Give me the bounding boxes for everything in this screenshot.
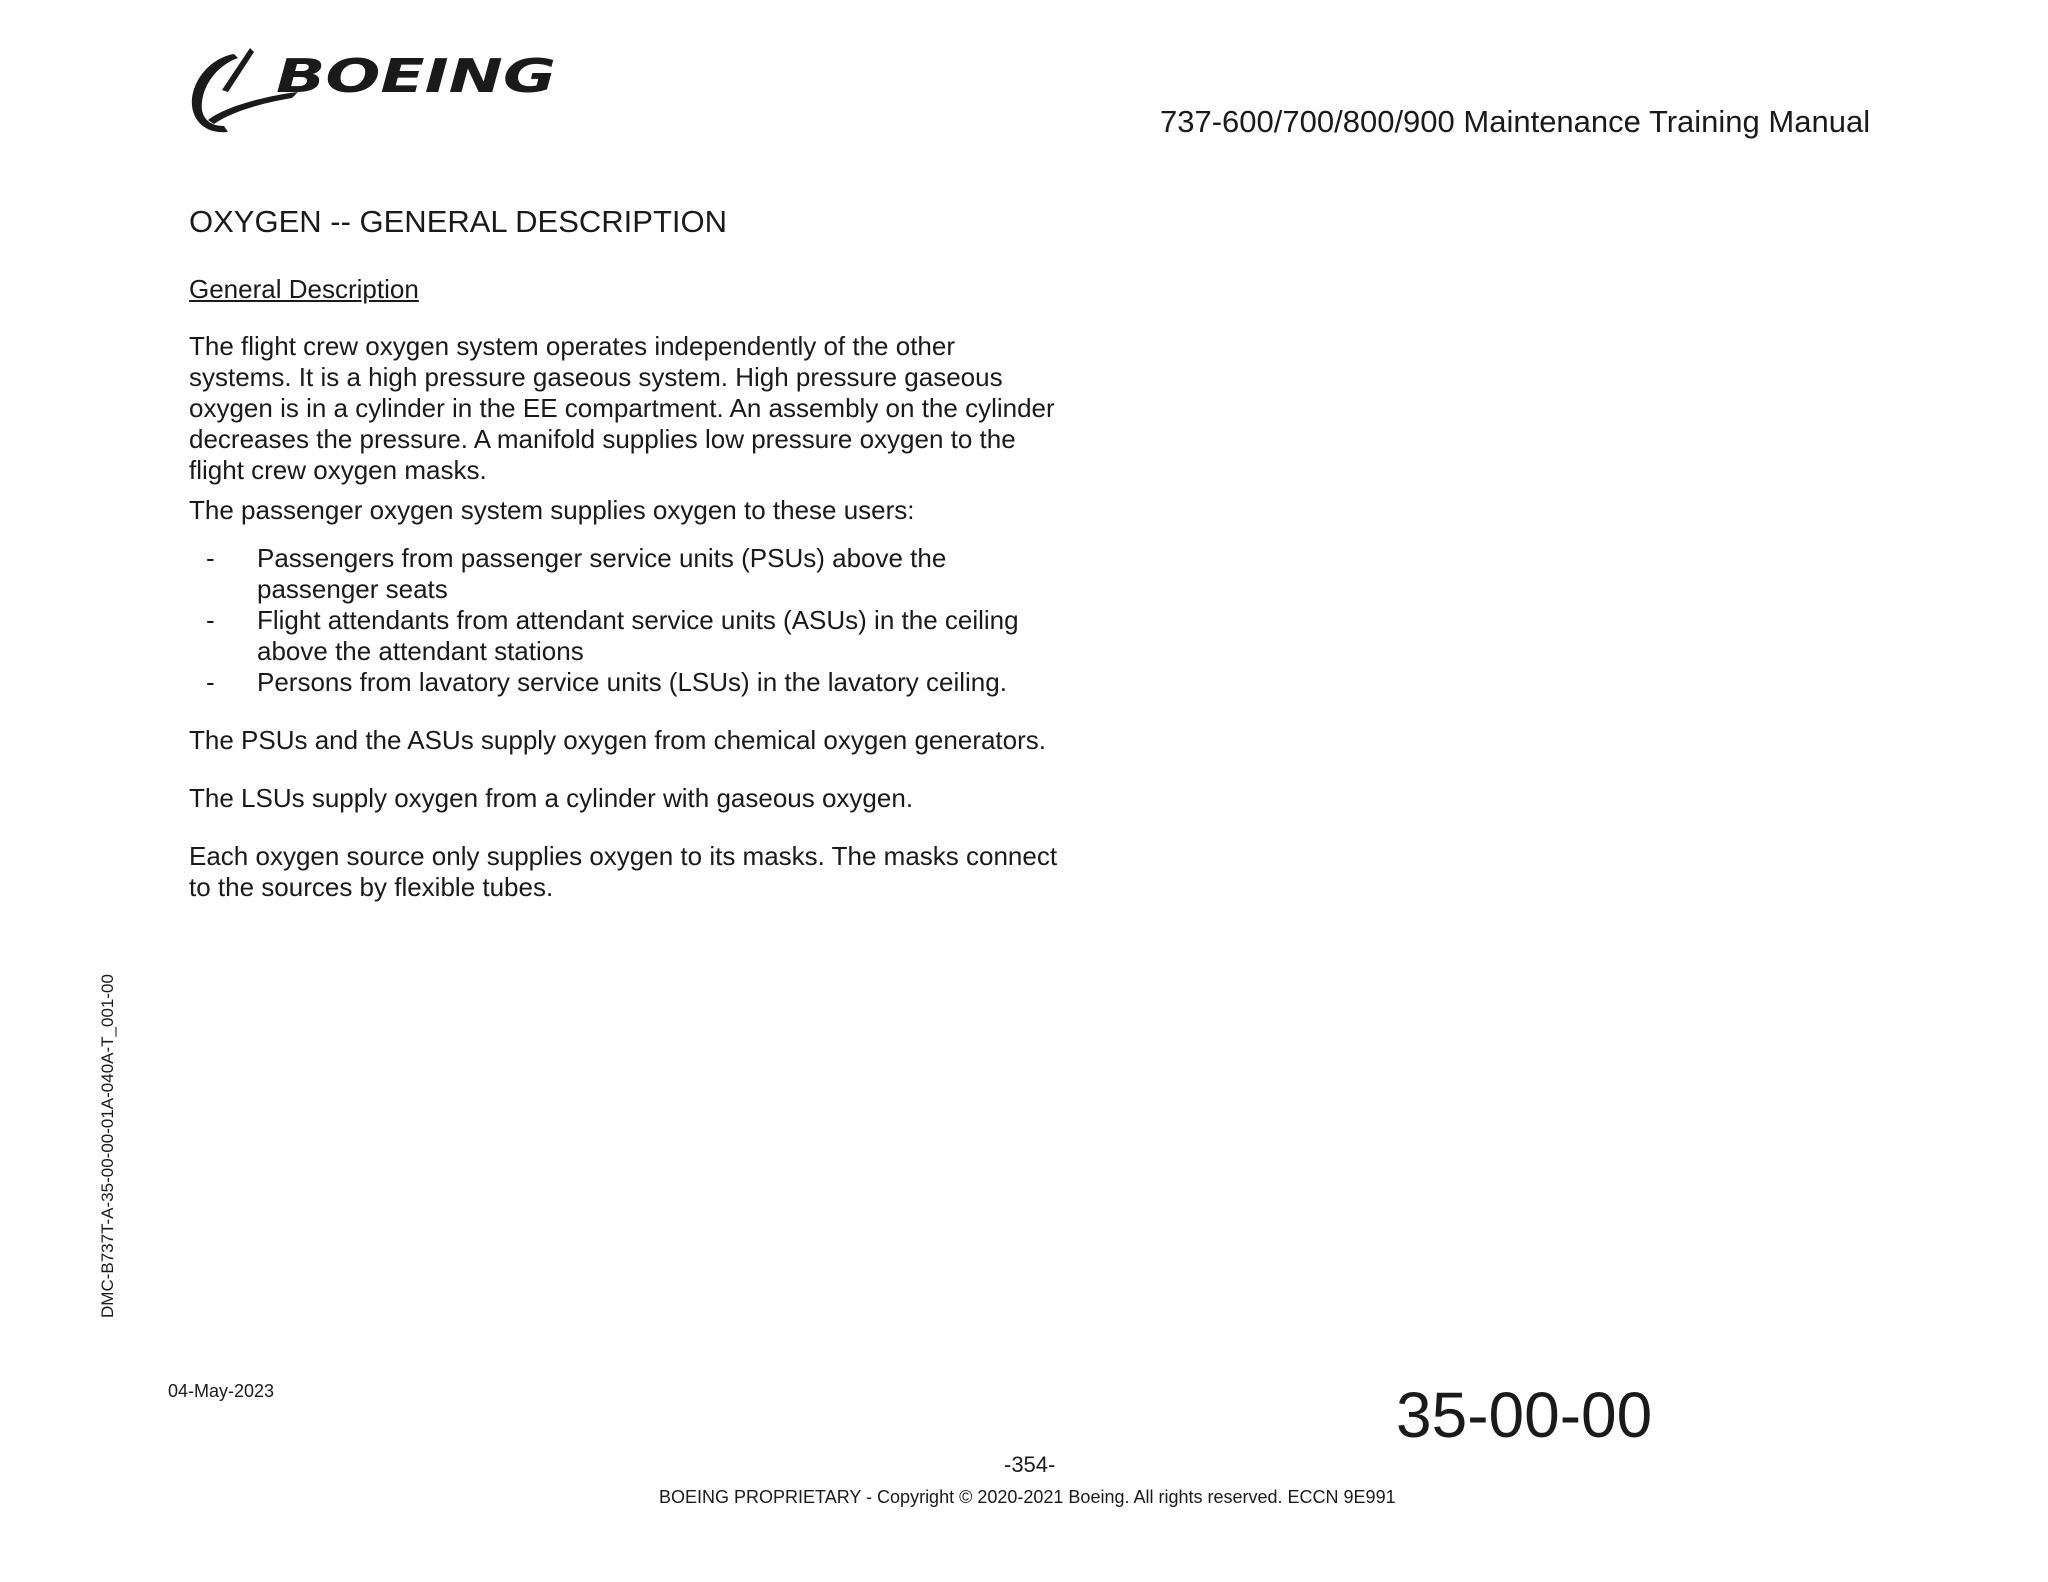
bullet-marker: - bbox=[206, 605, 215, 635]
manual-title: 737-600/700/800/900 Maintenance Training Manual bbox=[1160, 104, 1871, 139]
bullet-list bbox=[189, 543, 1059, 698]
section-title: OXYGEN -- GENERAL DESCRIPTION bbox=[189, 204, 727, 239]
paragraph: The PSUs and the ASUs supply oxygen from chemical oxygen generators. bbox=[189, 725, 1046, 755]
paragraph: The LSUs supply oxygen from a cylinder with gaseous oxygen. bbox=[189, 783, 914, 813]
body-text bbox=[189, 331, 1059, 903]
revision-date: 04-May-2023 bbox=[168, 1381, 275, 1401]
list-item-text: Flight attendants from attendant service units (ASUs) in the ceiling above the attendant stations bbox=[257, 605, 1019, 666]
list-item bbox=[189, 667, 1059, 698]
boeing-logo bbox=[188, 48, 568, 134]
bullet-marker: - bbox=[206, 543, 215, 573]
paragraph: The flight crew oxygen system operates independently of the other systems. It is a high pressure gaseous system. High pressure gaseous oxygen is in a cylinder in the EE compartment. An assembly on the cylinder decreases the pressure. A manifold supplies low pressure oxygen to the flight crew oxygen masks. bbox=[189, 331, 1055, 485]
subheading: General Description bbox=[189, 274, 419, 304]
svg-text:BOEING: BOEING bbox=[276, 49, 556, 103]
paragraph: Each oxygen source only supplies oxygen to its masks. The masks connect to the sources by flexible tubes. bbox=[189, 841, 1058, 902]
list-item bbox=[189, 543, 1059, 605]
document-code: DMC-B737T-A-35-00-00-01A-040A-T_001-00 bbox=[98, 974, 117, 1318]
ata-chapter-number: 35-00-00 bbox=[1396, 1379, 1653, 1451]
bullet-marker: - bbox=[206, 667, 215, 697]
list-item-text: Passengers from passenger service units (PSUs) above the passenger seats bbox=[257, 543, 947, 604]
list-item bbox=[189, 605, 1059, 667]
copyright-notice: BOEING PROPRIETARY - Copyright © 2020-2021 Boeing. All rights reserved. ECCN 9E991 bbox=[659, 1487, 1396, 1507]
paragraph: The passenger oxygen system supplies oxygen to these users: bbox=[189, 495, 915, 525]
page-number: -354- bbox=[1004, 1452, 1056, 1477]
list-item-text: Persons from lavatory service units (LSUs) in the lavatory ceiling. bbox=[257, 667, 1007, 697]
